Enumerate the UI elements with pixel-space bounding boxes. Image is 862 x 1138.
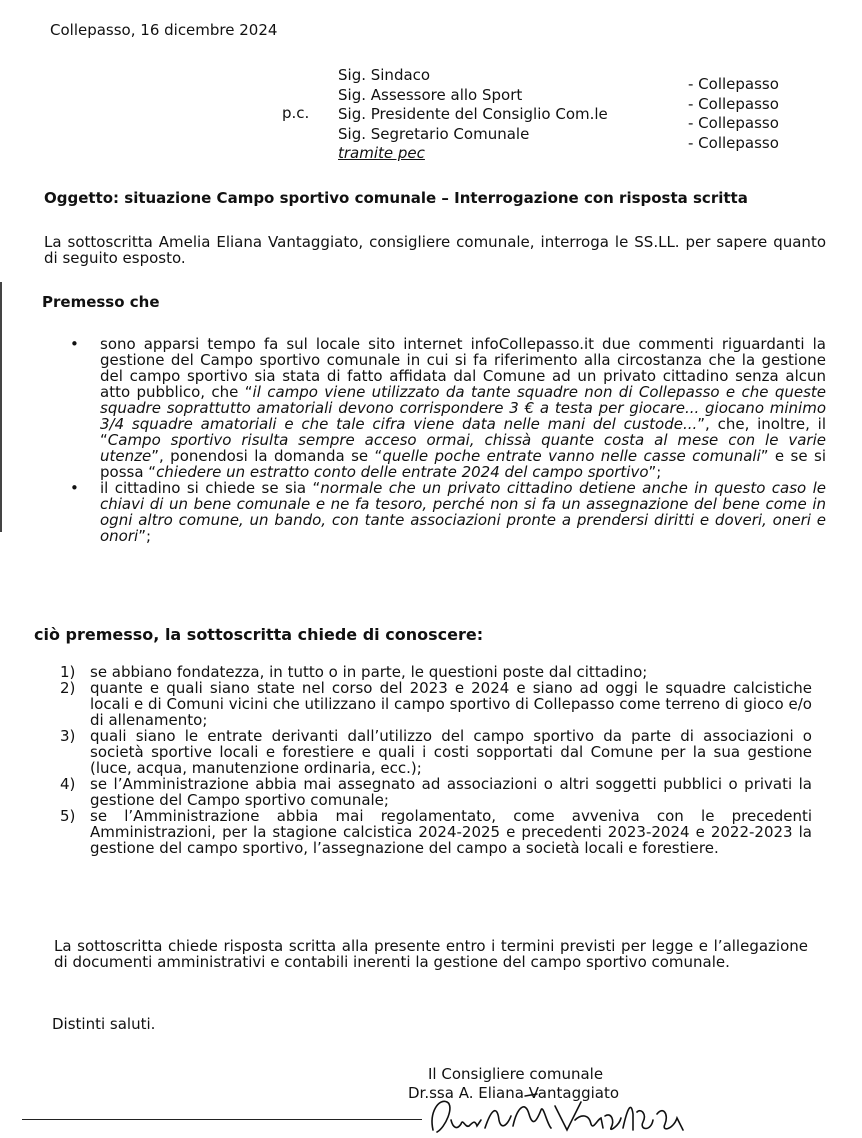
request-item: 2) quante e quali siano state nel corso del 2023 e 2024 e siano ad oggi le squadre calcistiche locali e di Comuni vicini che utilizzano il campo sportivo di Collepasso come terreno di gioco e/o di allenamento;	[60, 679, 812, 729]
handwritten-signature	[425, 1090, 690, 1138]
request-item: 5) se l’Amministrazione abbia mai regolamentato, come avveniva con le precedenti Amministrazioni, per la stagione calcistica 2024-2025 e precedenti 2023-2024 e 2022-2023 la gestione del campo sportivo, l’assegnazione del campo a società locali e forestiere.	[60, 807, 812, 857]
intro-paragraph: La sottoscritta Amelia Eliana Vantaggiato, consigliere comunale, interroga le SS.LL. per sapere quanto di seguito esposto.	[44, 233, 826, 267]
pc-label: p.c.	[282, 104, 310, 122]
recipient-secretary: Sig. Segretario Comunale	[338, 124, 530, 143]
recipient-mayor: Sig. Sindaco	[338, 66, 431, 84]
recipient-council-president: Sig. Presidente del Consiglio Com.le	[338, 105, 608, 123]
subject-line	[44, 190, 748, 206]
request-item: 1) se abbiano fondatezza, in tutto o in parte, le questioni poste dal cittadino;	[60, 663, 648, 681]
closing-paragraph: La sottoscritta chiede risposta scritta alla presente entro i termini previsti per legge e l’allegazione di documenti amministrativi e contabili inerenti la gestione del campo sportivo comunale.	[54, 937, 808, 971]
recipient-sport-councillor: Sig. Assessore allo Sport	[338, 85, 523, 104]
place-3: - Collepasso	[688, 114, 779, 132]
place-4: - Collepasso	[688, 133, 779, 152]
signature-line	[22, 1119, 422, 1120]
margin-mark	[0, 282, 2, 532]
subject-label: Oggetto	[44, 189, 114, 207]
recipient-places	[688, 76, 779, 154]
request-heading: ciò premesso, la sottoscritta chiede di conoscere:	[34, 625, 484, 644]
dateline: Collepasso, 16 dicembre 2024	[50, 21, 278, 39]
premise-item-1: • sono apparsi tempo fa sul locale sito internet infoCollepasso.it due commenti riguardanti la gestione del Campo sportivo comunale in cui si fa riferimento alla circostanza che la gestione del campo sportivo sia stata di fatto affidata dal Comune ad un privato cittadino senza alcun atto pubblico, che “il campo viene utilizzato da tante squadre non di Collepasso e che queste squadre soprattutto amatoriali devono corrispondere 3 € a testa per giocare... giocano minimo 3/4 squadre amatoriali e che tale cifra viene data nelle mani del custode...”, che, inoltre, il “Campo sportivo risulta sempre acceso ormai, chissà quante costa al mese con le varie utenze”, ponendosi la domanda se “quelle poche entrate vanno nelle casse comunali” e se si possa “chiedere un estratto conto delle entrate 2024 del campo sportivo”;	[70, 335, 827, 481]
bullet-icon: •	[70, 479, 79, 497]
premises-list	[64, 336, 826, 544]
premises-heading: Premesso che	[42, 293, 160, 311]
delivery-method: tramite pec	[338, 144, 425, 162]
request-item: 4) se l’Amministrazione abbia mai assegnato ad associazioni o altri soggetti pubblici o privati la gestione del Campo sportivo comunale;	[60, 775, 812, 809]
signature-title: Il Consigliere comunale	[428, 1065, 604, 1083]
subject-text: : situazione Campo sportivo comunale – Interrogazione con risposta scritta	[113, 189, 748, 207]
signature-name: Dr.ssa A. Eliana Vantaggiato	[408, 1084, 620, 1102]
premise-item-2: • il cittadino si chiede se sia “normale che un privato cittadino detiene anche in questo caso le chiavi di un bene comunale e ne fa tesoro, perché non si fa un assegnazione del bene come in ogni altro comune, un bando, con tante associazioni pronte a prendersi diritti e doveri, oneri e onori”;	[70, 479, 827, 545]
place-1: - Collepasso	[688, 75, 779, 93]
bullet-icon: •	[70, 335, 79, 353]
request-item: 3) quali siano le entrate derivanti dall’utilizzo del campo sportivo da parte di associazioni o società sportive locali e forestiere e quali i costi sopportati dal Comune per la sua gestione (luce, acqua, manutenzione ordinaria, ecc.);	[60, 727, 812, 777]
regards: Distinti saluti.	[52, 1015, 156, 1033]
recipient-list	[338, 67, 608, 165]
request-list	[60, 664, 812, 856]
place-2: - Collepasso	[688, 94, 779, 113]
